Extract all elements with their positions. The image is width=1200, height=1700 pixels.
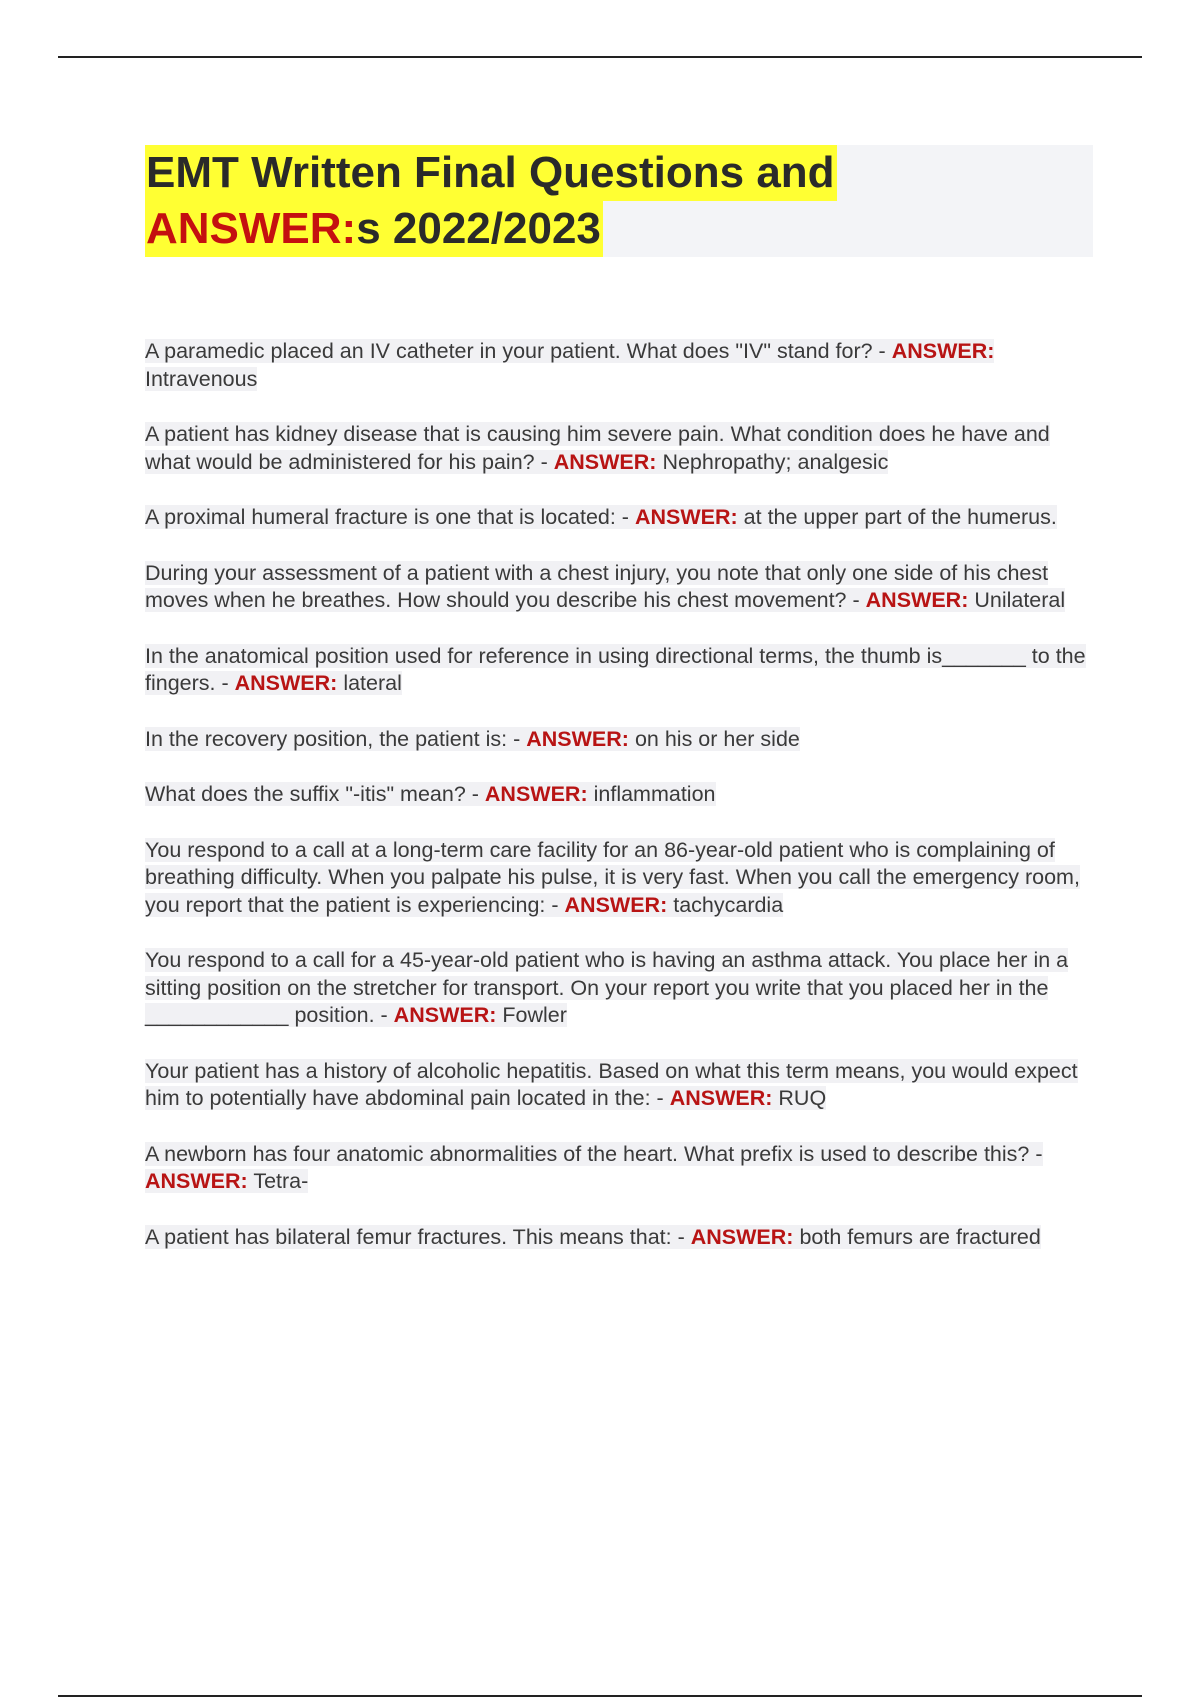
answer-label: ANSWER:	[234, 671, 338, 695]
answer-label: ANSWER:	[145, 1169, 248, 1193]
qa-item	[145, 643, 1095, 698]
answer-text: Nephropathy; analgesic	[662, 449, 889, 474]
qa-item	[145, 947, 1095, 1030]
qa-item	[145, 1058, 1095, 1113]
answer-label: ANSWER:	[393, 1003, 497, 1027]
answer-label: ANSWER:	[634, 505, 738, 529]
answer-text: lateral	[343, 671, 402, 695]
title-text-1: EMT Written Final Questions and	[146, 148, 835, 197]
answer-label: ANSWER:	[526, 726, 629, 751]
answer-label: ANSWER:	[564, 892, 668, 917]
qa-item	[145, 504, 1095, 532]
answer-label: ANSWER:	[865, 588, 969, 612]
bottom-rule	[58, 1695, 1142, 1697]
qa-item	[145, 837, 1095, 920]
title-line-1	[145, 145, 837, 201]
answer-text: Intravenous	[145, 366, 258, 391]
answer-text: Fowler	[502, 1003, 567, 1027]
title-answer-word: ANSWER:	[146, 204, 357, 253]
answer-text: both femurs are fractured	[799, 1224, 1041, 1249]
answer-label: ANSWER:	[553, 449, 657, 474]
answer-text: at the upper part of the humerus.	[743, 505, 1057, 529]
question-text: Your patient has a history of alcoholic hepatitis. Based on what this term means, you would expect him to potentially have abdominal pain located in the: -	[145, 1058, 1078, 1110]
answer-text: inflammation	[593, 782, 716, 806]
question-text: What does the suffix "-itis" mean? -	[145, 782, 479, 806]
question-text: In the anatomical position used for reference in using directional terms, the thumb is_______ to the fingers. -	[145, 643, 1086, 695]
question-text: A proximal humeral fracture is one that is located: -	[145, 505, 629, 529]
answer-label: ANSWER:	[690, 1224, 794, 1249]
question-text: A paramedic placed an IV catheter in your patient. What does "IV" stand for? -	[145, 339, 886, 363]
qa-item	[145, 1224, 1095, 1252]
answer-label: ANSWER:	[484, 782, 588, 806]
qa-item	[145, 560, 1095, 615]
qa-item	[145, 1141, 1095, 1196]
qa-item	[145, 421, 1095, 476]
qa-item	[145, 338, 1095, 393]
question-text: A patient has kidney disease that is causing him severe pain. What condition does he have and what would be administered for his pain? -	[145, 422, 1050, 474]
answer-text: tachycardia	[673, 892, 784, 917]
qa-item	[145, 726, 1095, 754]
question-text: You respond to a call for a 45-year-old patient who is having an asthma attack. You place her in a sitting position on the stretcher for transport. On your report you write that you placed her in the ____________ position. -	[145, 948, 1069, 1027]
question-text: During your assessment of a patient with a chest injury, you note that only one side of his chest moves when he breathes. How should you describe his chest movement? -	[145, 560, 1049, 612]
answer-label: ANSWER:	[891, 339, 995, 363]
question-text: A patient has bilateral femur fractures. This means that: -	[145, 1224, 685, 1249]
answer-text: on his or her side	[634, 726, 800, 751]
qa-item	[145, 781, 1095, 809]
top-rule	[58, 56, 1142, 58]
question-text: In the recovery position, the patient is: -	[145, 726, 521, 751]
answer-label: ANSWER:	[669, 1086, 773, 1110]
document-title	[145, 145, 1093, 257]
question-text: A newborn has four anatomic abnormalities of the heart. What prefix is used to describe this? -	[145, 1141, 1043, 1166]
question-text: You respond to a call at a long-term care facility for an 86-year-old patient who is complaining of breathing difficulty. When you palpate his pulse, it is very fast. When you call the emergency room, you report that the patient is experiencing: -	[145, 837, 1080, 917]
title-year: s 2022/2023	[356, 204, 601, 253]
answer-text: Unilateral	[974, 588, 1066, 612]
title-line-2	[145, 201, 603, 257]
qa-list	[145, 338, 1095, 1279]
answer-text: RUQ	[778, 1086, 827, 1110]
answer-text: Tetra-	[253, 1169, 309, 1193]
